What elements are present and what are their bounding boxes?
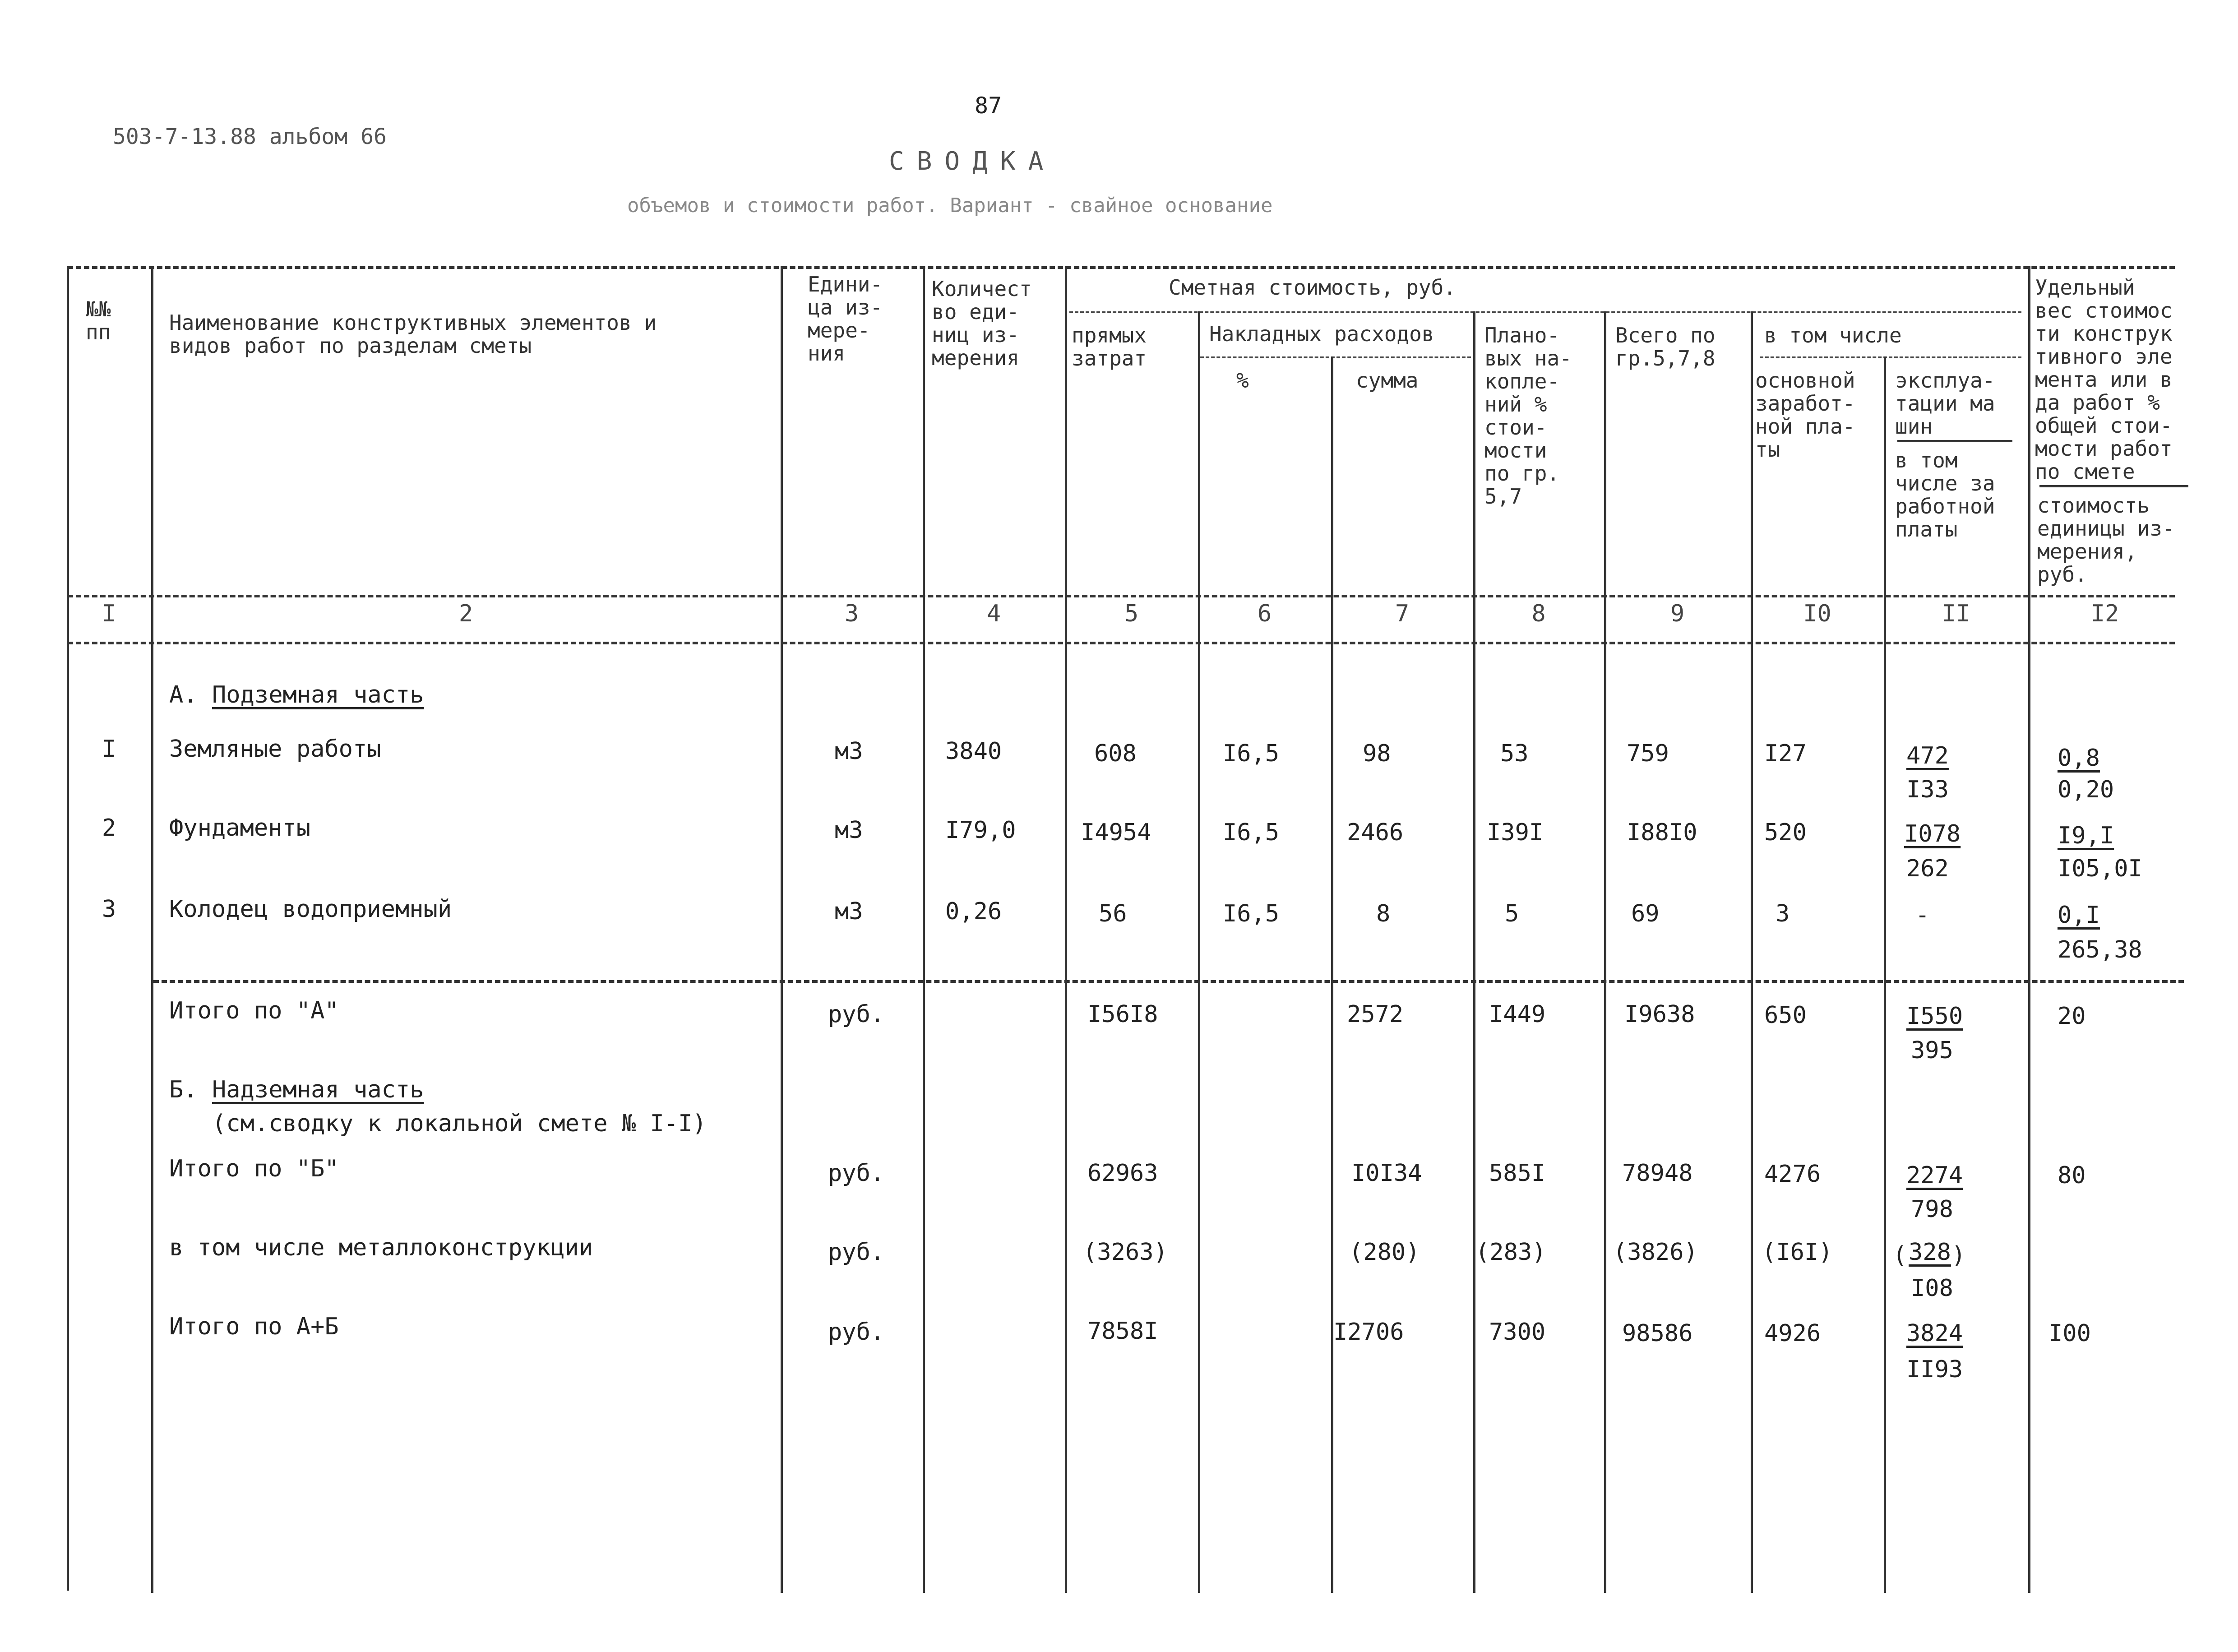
- v-line-4: [1065, 266, 1067, 1593]
- row-machine-wage: 395: [1911, 1037, 1953, 1064]
- row-machine-wage: 262: [1906, 855, 1949, 882]
- row-number: I: [102, 736, 116, 763]
- cost-group-divider: [1069, 311, 2021, 313]
- v-line-6: [1331, 356, 1333, 1593]
- v-line-3: [923, 266, 925, 1593]
- row-number: 2: [102, 814, 116, 842]
- row-plan: I449: [1489, 1001, 1546, 1028]
- row-name: Колодец водоприемный: [169, 896, 452, 923]
- header-col-11-top: эксплуа- тации ма шин: [1895, 368, 1995, 439]
- row-oh-sum: 2572: [1347, 1001, 1404, 1028]
- header-col-7: сумма: [1356, 368, 1419, 393]
- row-total: (3826): [1613, 1239, 1698, 1266]
- row-share: 0,8: [2058, 745, 2100, 772]
- row-oh-sum: I2706: [1333, 1319, 1404, 1346]
- v-line-1: [151, 266, 153, 1593]
- v-line-8: [1604, 311, 1606, 1593]
- header-bottom-border: [68, 595, 2175, 597]
- row-total: 759: [1627, 740, 1669, 767]
- overhead-group-divider: [1200, 356, 1471, 358]
- col-number-12: I2: [2090, 600, 2119, 627]
- row-machine-wage: II93: [1906, 1356, 1963, 1383]
- row-wage: 4276: [1764, 1161, 1821, 1188]
- header-col-12-top: Удельный вес стоимос ти конструк тивного эле мента или в да работ % общей стои- мости работ по смете: [2035, 275, 2173, 484]
- row-wage: 650: [1764, 1002, 1807, 1029]
- row-wage: 3: [1776, 900, 1790, 927]
- col-number-9: 9: [1670, 600, 1685, 627]
- section-a-total-border: [153, 980, 2184, 983]
- col-number-11: II: [1942, 600, 1970, 627]
- row-unit: м3: [835, 738, 863, 765]
- v-line-11: [2028, 266, 2030, 1593]
- row-machine: 472: [1906, 742, 1949, 769]
- row-oh-sum: I0I34: [1351, 1160, 1422, 1187]
- row-oh-pct: I6,5: [1223, 819, 1280, 846]
- page-number: 87: [975, 93, 1002, 119]
- row-unit: руб.: [828, 1001, 885, 1028]
- header-cost-group: Сметная стоимость, руб.: [1169, 275, 1456, 300]
- col-number-10: I0: [1803, 600, 1831, 627]
- row-unit-cost: 0,20: [2058, 776, 2114, 803]
- row-unit: руб.: [828, 1160, 885, 1187]
- col-number-4: 4: [986, 600, 1001, 627]
- v-line-5: [1198, 311, 1200, 1593]
- row-share: 0,I: [2058, 902, 2100, 929]
- row-machine: I550: [1906, 1003, 1963, 1030]
- incl-group-divider: [1760, 356, 2021, 358]
- v-line-9: [1751, 311, 1753, 1593]
- header-col-1: №№ пп: [86, 297, 111, 344]
- row-direct: (3263): [1083, 1239, 1168, 1266]
- row-plan: 585I: [1489, 1160, 1546, 1187]
- row-total: I88I0: [1627, 819, 1697, 846]
- row-plan: 7300: [1489, 1319, 1546, 1346]
- header-col-6: %: [1236, 368, 1249, 393]
- section-b-title: Надземная часть: [212, 1076, 424, 1103]
- row-unit-cost: 265,38: [2058, 936, 2142, 963]
- row-plan: 53: [1500, 740, 1529, 767]
- row-machine-wage: 798: [1911, 1196, 1953, 1223]
- document-code: 503-7-13.88 альбом 66: [113, 124, 387, 149]
- row-direct: 608: [1094, 740, 1137, 767]
- col-number-1: I: [102, 600, 116, 627]
- header-col-10: основной заработ- ной пла- ты: [1755, 368, 1855, 462]
- v-line-0: [67, 266, 69, 1591]
- row-unit: м3: [835, 898, 863, 925]
- header-overhead-group: Накладных расходов: [1209, 322, 1434, 346]
- row-name: в том числе металлоконструкции: [169, 1234, 593, 1261]
- row-unit: руб.: [828, 1239, 885, 1266]
- row-oh-pct: I6,5: [1223, 740, 1280, 767]
- row-unit: руб.: [828, 1319, 885, 1346]
- row-machine: 328: [1909, 1239, 1951, 1266]
- header-incl-group: в том числе: [1764, 323, 1902, 347]
- c12-split-line: [2039, 485, 2188, 487]
- row-total: 69: [1631, 900, 1660, 927]
- v-line-2: [781, 266, 783, 1593]
- row-unit-cost: I05,0I: [2058, 855, 2142, 882]
- row-machine-wage: I33: [1906, 776, 1949, 803]
- row-name: Фундаменты: [169, 814, 311, 842]
- row-wage: (I6I): [1762, 1239, 1833, 1266]
- row-machine: -: [1915, 902, 1930, 929]
- row-name: Земляные работы: [169, 736, 381, 763]
- v-line-7: [1473, 311, 1475, 1593]
- document-title: СВОДКА: [889, 147, 1056, 176]
- row-share: 80: [2058, 1162, 2086, 1189]
- row-name: Итого по А+Б: [169, 1313, 339, 1340]
- row-wage: 4926: [1764, 1320, 1821, 1347]
- row-share: I00: [2048, 1320, 2091, 1347]
- row-unit: м3: [835, 817, 863, 844]
- row-machine-wage: I08: [1911, 1275, 1953, 1302]
- row-wage: 520: [1764, 819, 1807, 846]
- col-number-8: 8: [1531, 600, 1546, 627]
- row-share: 20: [2058, 1003, 2086, 1030]
- row-direct: 7858I: [1087, 1318, 1158, 1345]
- row-direct: 62963: [1087, 1160, 1158, 1187]
- c11-split-line: [1897, 440, 2012, 442]
- row-machine: 3824: [1906, 1320, 1963, 1347]
- row-share: I9,I: [2058, 822, 2114, 849]
- document-subtitle: объемов и стоимости работ. Вариант - свайное основание: [627, 194, 1273, 217]
- row-machine-paren-open: (: [1893, 1242, 1907, 1269]
- header-col-2: Наименование конструктивных элементов и видов работ по разделам сметы: [169, 310, 657, 358]
- section-a-title: Подземная часть: [212, 681, 424, 708]
- header-col-5: прямых затрат: [1072, 323, 1147, 370]
- header-col-12-bottom: стоимость единицы из- мерения, руб.: [2037, 493, 2175, 587]
- v-line-10: [1884, 356, 1886, 1593]
- row-plan: (283): [1475, 1239, 1546, 1266]
- row-machine: I078: [1904, 820, 1961, 847]
- row-qty: I79,0: [945, 817, 1016, 844]
- row-machine: 2274: [1906, 1162, 1963, 1189]
- col-number-6: 6: [1257, 600, 1272, 627]
- row-direct: I4954: [1081, 819, 1151, 846]
- row-oh-sum: 2466: [1347, 819, 1404, 846]
- row-total: 98586: [1622, 1320, 1693, 1347]
- col-number-2: 2: [458, 600, 473, 627]
- colnum-bottom-border: [68, 642, 2175, 644]
- row-total: I9638: [1624, 1001, 1695, 1028]
- row-direct: I56I8: [1087, 1001, 1158, 1028]
- row-plan: I39I: [1487, 819, 1544, 846]
- row-plan: 5: [1505, 900, 1519, 927]
- row-total: 78948: [1622, 1160, 1693, 1187]
- header-col-11-bottom: в том числе за работной платы: [1895, 448, 1995, 541]
- table-top-border: [68, 266, 2175, 269]
- header-col-3: Едини- ца из- мере- ния: [808, 272, 883, 366]
- col-number-3: 3: [844, 600, 859, 627]
- row-qty: 0,26: [945, 898, 1002, 925]
- section-b-note: (см.сводку к локальной смете № I-I): [212, 1110, 707, 1137]
- row-direct: 56: [1099, 900, 1127, 927]
- row-oh-pct: I6,5: [1223, 900, 1280, 927]
- header-col-4: Количест во еди- ниц из- мерения: [932, 277, 1032, 370]
- section-b-prefix: Б.: [169, 1076, 198, 1103]
- row-wage: I27: [1764, 740, 1807, 767]
- row-name: Итого по "Б": [169, 1155, 339, 1182]
- row-name: Итого по "А": [169, 997, 339, 1024]
- row-number: 3: [102, 896, 116, 923]
- col-number-5: 5: [1124, 600, 1139, 627]
- row-oh-sum: 8: [1376, 900, 1391, 927]
- row-machine-paren-close: ): [1951, 1242, 1966, 1269]
- col-number-7: 7: [1395, 600, 1410, 627]
- header-col-9: Всего по гр.5,7,8: [1615, 323, 1715, 370]
- section-a-prefix: А.: [169, 681, 198, 708]
- row-oh-sum: 98: [1363, 740, 1391, 767]
- row-qty: 3840: [945, 738, 1002, 765]
- row-oh-sum: (280): [1349, 1239, 1420, 1266]
- header-col-8: Плано- вых на- копле- ний % стои- мости по гр. 5,7: [1484, 323, 1572, 509]
